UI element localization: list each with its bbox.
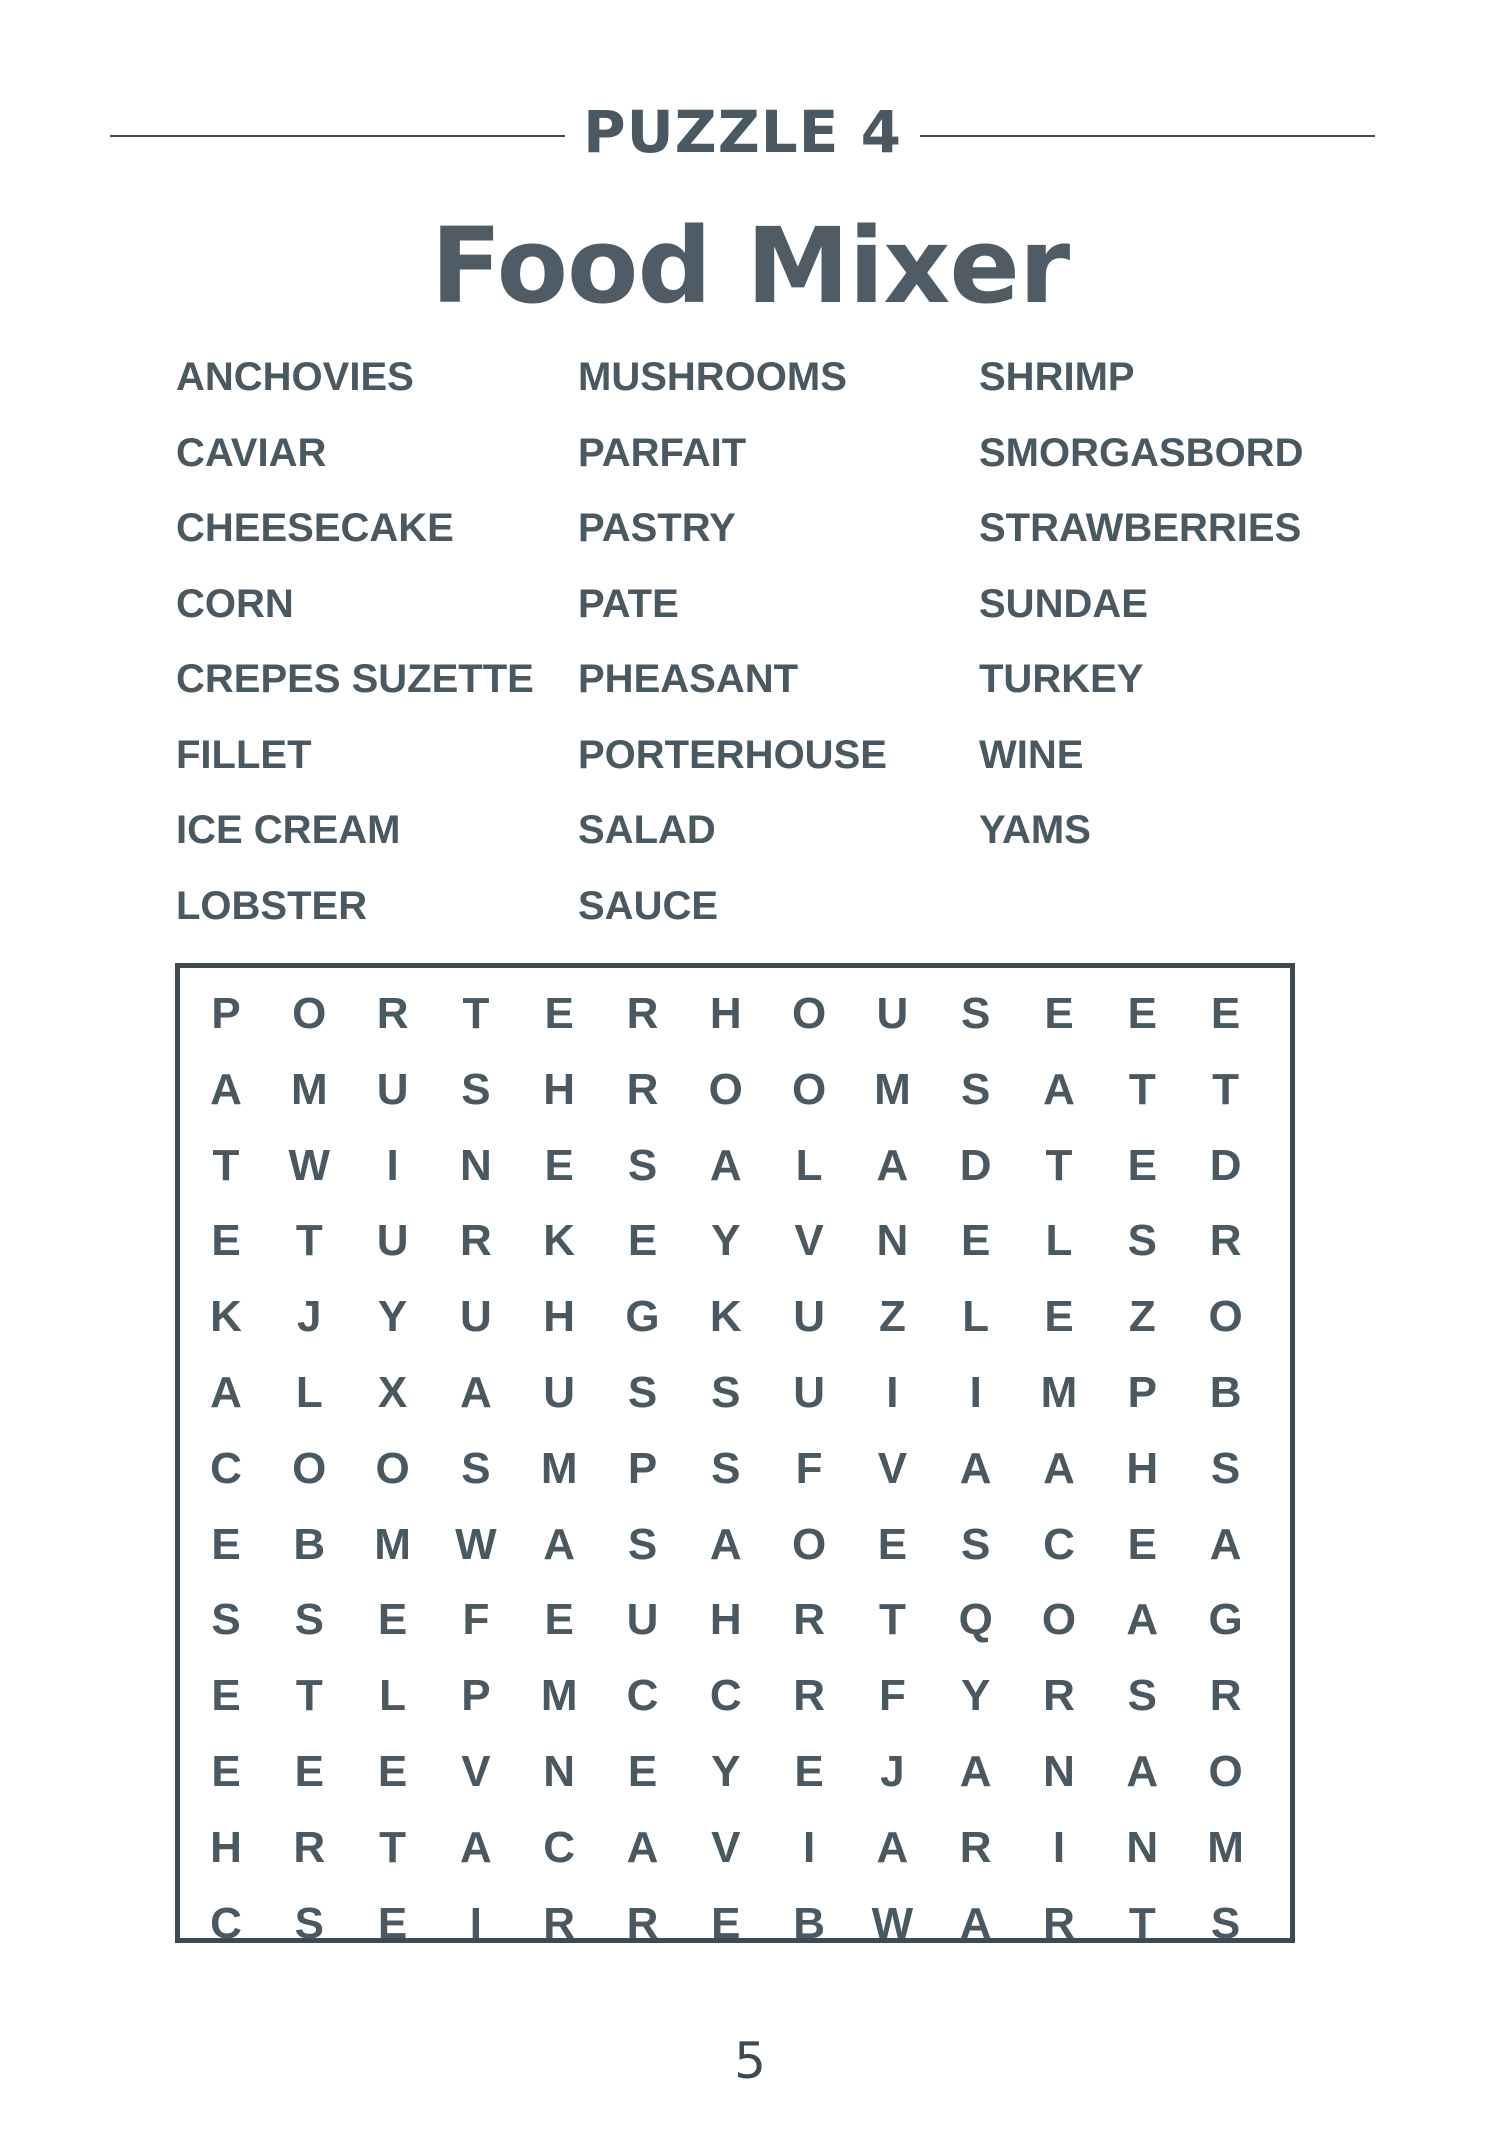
grid-cell[interactable]: J	[880, 1747, 905, 1796]
grid-cell[interactable]: W	[871, 1898, 914, 1948]
grid-cell[interactable]: N	[1126, 1822, 1159, 1872]
header-rule-right	[920, 135, 1375, 137]
grid-cell[interactable]: E	[377, 1898, 408, 1948]
grid-cell[interactable]: U	[876, 989, 909, 1038]
grid-cell[interactable]: N	[543, 1747, 576, 1796]
word-list-item: PARFAIT	[578, 430, 747, 475]
grid-cell[interactable]: B	[1209, 1368, 1242, 1417]
page-title: Food Mixer	[430, 205, 1070, 327]
grid-cell[interactable]: E	[544, 1595, 574, 1645]
grid-cell[interactable]: M	[540, 1443, 578, 1493]
word-list-item: YAMS	[979, 808, 1091, 852]
grid-cell[interactable]: S	[1210, 1898, 1241, 1948]
grid-cell[interactable]: S	[961, 989, 991, 1038]
grid-cell[interactable]: X	[377, 1368, 408, 1417]
grid-cell[interactable]: B	[793, 1898, 825, 1948]
grid-cell[interactable]: U	[376, 1216, 409, 1266]
grid-cell[interactable]: V	[461, 1747, 491, 1796]
grid-cell[interactable]: U	[460, 1292, 492, 1342]
grid-cell[interactable]: U	[543, 1368, 576, 1417]
grid-cell[interactable]: R	[1043, 1898, 1075, 1948]
word-list-column-3	[979, 352, 1303, 881]
word-list-column-2	[578, 352, 887, 956]
grid-cell[interactable]: T	[1128, 1898, 1156, 1948]
grid-cell[interactable]: D	[959, 1140, 992, 1190]
word-list-item: PATE	[578, 581, 679, 626]
grid-cell[interactable]: O	[1208, 1292, 1243, 1342]
grid-cell[interactable]: M	[290, 1064, 328, 1114]
grid-cell[interactable]: C	[210, 1898, 242, 1948]
word-list-item: PASTRY	[578, 506, 736, 550]
grid-cell[interactable]: L	[295, 1368, 323, 1417]
grid-cell[interactable]: O	[292, 989, 327, 1038]
grid-cell[interactable]: E	[377, 1747, 408, 1796]
word-list-item: SUNDAE	[979, 581, 1148, 626]
grid-cell[interactable]: S	[211, 1595, 241, 1645]
grid-cell[interactable]: S	[294, 1898, 324, 1948]
grid-cell[interactable]: A	[1126, 1595, 1159, 1645]
grid-cell[interactable]: U	[793, 1368, 825, 1417]
grid-cell[interactable]: E	[544, 1140, 574, 1190]
grid-cell[interactable]: E	[211, 1747, 241, 1796]
grid-cell[interactable]: A	[709, 1140, 742, 1190]
grid-cell[interactable]: P	[627, 1443, 658, 1493]
grid-cell[interactable]: S	[1127, 1216, 1157, 1266]
grid-cell[interactable]: M	[1207, 1822, 1244, 1872]
grid-cell[interactable]: C	[1043, 1519, 1075, 1569]
grid-cell[interactable]: V	[794, 1216, 824, 1266]
grid-cell[interactable]: R	[460, 1216, 492, 1266]
grid-cell[interactable]: W	[288, 1140, 331, 1190]
grid-cell[interactable]: M	[1040, 1368, 1078, 1417]
grid-cell[interactable]: E	[377, 1595, 408, 1645]
grid-cell[interactable]: A	[709, 1519, 742, 1569]
grid-cell[interactable]: N	[876, 1216, 909, 1266]
grid-cell[interactable]: S	[627, 1368, 658, 1417]
word-list-item: CORN	[176, 581, 294, 626]
grid-cell[interactable]: U	[376, 1064, 409, 1114]
grid-cell[interactable]: S	[627, 1519, 658, 1569]
grid-cell[interactable]: A	[1209, 1519, 1242, 1569]
grid-cell[interactable]: O	[708, 1064, 743, 1114]
grid-cell[interactable]: O	[1208, 1747, 1243, 1796]
grid-cell[interactable]: A	[959, 1898, 992, 1948]
grid-cell[interactable]: Y	[711, 1747, 741, 1796]
grid-cell[interactable]: E	[1210, 989, 1241, 1038]
grid-cell[interactable]: H	[210, 1822, 242, 1872]
grid-cell[interactable]: R	[793, 1671, 825, 1721]
grid-cell[interactable]: E	[1127, 1140, 1157, 1190]
word-list-item: SHRIMP	[979, 355, 1135, 399]
grid-cell[interactable]: H	[543, 1292, 576, 1342]
grid-cell[interactable]: K	[543, 1216, 576, 1266]
grid-cell[interactable]: A	[460, 1822, 492, 1872]
grid-cell[interactable]: R	[959, 1822, 992, 1872]
grid-cell[interactable]: S	[1127, 1671, 1157, 1721]
grid-cell[interactable]: N	[460, 1140, 492, 1190]
grid-cell[interactable]: A	[959, 1747, 992, 1796]
grid-cell[interactable]: T	[878, 1595, 906, 1645]
grid-cell[interactable]: T	[1212, 1064, 1240, 1114]
word-search-grid	[175, 963, 1295, 1948]
grid-cell[interactable]: S	[627, 1140, 658, 1190]
grid-cell[interactable]: O	[791, 1519, 827, 1569]
grid-cell[interactable]: Z	[878, 1292, 906, 1342]
grid-cell[interactable]: J	[297, 1292, 322, 1342]
grid-cell[interactable]: A	[1043, 1064, 1075, 1114]
grid-cell[interactable]: R	[626, 1898, 659, 1948]
grid-cell[interactable]: V	[711, 1822, 741, 1872]
word-list-item: ANCHOVIES	[176, 355, 414, 399]
grid-cell[interactable]: A	[543, 1519, 576, 1569]
puzzle-label: PUZZLE 4	[583, 98, 902, 166]
grid-cell[interactable]: E	[1127, 1519, 1157, 1569]
grid-cell[interactable]: Y	[377, 1292, 408, 1342]
grid-cell[interactable]: A	[876, 1822, 909, 1872]
grid-cell[interactable]: E	[627, 1747, 658, 1796]
grid-cell[interactable]: E	[211, 1671, 241, 1721]
grid-cell[interactable]: R	[376, 989, 409, 1038]
grid-cell[interactable]: S	[461, 1443, 491, 1493]
grid-cell[interactable]: F	[795, 1443, 823, 1493]
grid-cell[interactable]: O	[375, 1443, 410, 1493]
word-list-item: FILLET	[176, 732, 312, 777]
grid-cell[interactable]: W	[455, 1519, 497, 1569]
word-list-item: CREPES SUZETTE	[176, 657, 534, 701]
grid-cell[interactable]: P	[461, 1671, 491, 1721]
grid-cell[interactable]: S	[711, 1443, 741, 1493]
grid-cell[interactable]: S	[294, 1595, 324, 1645]
grid-cell[interactable]: T	[379, 1822, 407, 1872]
grid-cell[interactable]: E	[627, 1216, 658, 1266]
grid-cell[interactable]: O	[292, 1443, 327, 1493]
grid-cell[interactable]: H	[543, 1064, 576, 1114]
grid-cell[interactable]: F	[878, 1671, 906, 1721]
grid-cell[interactable]: H	[709, 1595, 742, 1645]
grid-cell[interactable]: I	[469, 1898, 482, 1948]
grid-cell[interactable]: T	[295, 1671, 323, 1721]
grid-cell[interactable]: A	[959, 1443, 992, 1493]
grid-cell[interactable]: E	[794, 1747, 824, 1796]
grid-cell[interactable]: A	[210, 1064, 242, 1114]
grid-cell[interactable]: T	[1128, 1064, 1156, 1114]
grid-cell[interactable]: I	[969, 1368, 982, 1417]
grid-cell[interactable]: E	[294, 1747, 324, 1796]
grid-cell[interactable]: R	[626, 1064, 659, 1114]
grid-cell[interactable]: C	[626, 1671, 659, 1721]
word-list-item: PHEASANT	[578, 657, 799, 701]
grid-cell[interactable]: A	[1043, 1443, 1075, 1493]
grid-cell[interactable]: S	[961, 1519, 991, 1569]
grid-cell[interactable]: O	[791, 989, 827, 1038]
word-list-item: ICE CREAM	[176, 808, 401, 852]
page-number: 5	[734, 2032, 766, 2090]
grid-cell[interactable]: E	[711, 1898, 741, 1948]
grid-cell[interactable]: N	[1043, 1747, 1075, 1796]
word-list-column-1	[176, 352, 534, 956]
grid-cell[interactable]: T	[462, 989, 490, 1038]
grid-cell[interactable]: T	[295, 1216, 323, 1266]
word-list-item: SMORGASBORD	[979, 430, 1304, 475]
grid-cell[interactable]: V	[877, 1443, 908, 1493]
grid-cell[interactable]: E	[211, 1519, 241, 1569]
grid-cell[interactable]: Q	[958, 1595, 993, 1645]
grid-cell[interactable]: D	[1209, 1140, 1242, 1190]
word-list-item: WINE	[979, 732, 1084, 777]
grid-cell[interactable]: A	[626, 1822, 659, 1872]
grid-cell[interactable]: G	[1208, 1595, 1243, 1645]
grid-cell[interactable]: T	[1045, 1140, 1073, 1190]
grid-cell[interactable]: S	[711, 1368, 741, 1417]
grid-cell[interactable]: P	[211, 989, 241, 1038]
grid-cell[interactable]: K	[709, 1292, 742, 1342]
grid-cell[interactable]: E	[1044, 989, 1074, 1038]
header-rule-left	[110, 135, 565, 137]
grid-cell[interactable]: A	[1126, 1747, 1159, 1796]
word-list-item: CHEESECAKE	[176, 506, 454, 550]
grid-cell[interactable]: M	[374, 1519, 411, 1569]
grid-cell[interactable]: C	[709, 1671, 742, 1721]
grid-cell[interactable]: S	[461, 1064, 491, 1114]
grid-cell[interactable]: M	[540, 1671, 578, 1721]
word-list-item: PORTERHOUSE	[578, 732, 887, 777]
grid-cell[interactable]: R	[626, 989, 659, 1038]
grid-cell[interactable]: E	[211, 1216, 241, 1266]
grid-cell[interactable]: H	[709, 989, 742, 1038]
grid-cell[interactable]: E	[1127, 989, 1157, 1038]
grid-cell[interactable]: U	[793, 1292, 825, 1342]
grid-cell[interactable]: I	[886, 1368, 899, 1417]
grid-cell[interactable]: G	[625, 1292, 660, 1342]
grid-cell[interactable]: S	[1210, 1443, 1241, 1493]
grid-cell[interactable]: L	[795, 1140, 823, 1190]
grid-cell[interactable]: R	[293, 1822, 326, 1872]
grid-cell[interactable]: Y	[711, 1216, 741, 1266]
grid-cell[interactable]: E	[544, 989, 574, 1038]
grid-cell[interactable]: A	[876, 1140, 909, 1190]
grid-cell[interactable]: C	[543, 1822, 576, 1872]
grid-cell[interactable]: P	[1127, 1368, 1157, 1417]
grid-cell[interactable]: A	[210, 1368, 242, 1417]
grid-cell[interactable]: R	[793, 1595, 825, 1645]
grid-cell[interactable]: L	[1045, 1216, 1073, 1266]
grid-cell[interactable]: E	[961, 1216, 991, 1266]
word-list-item: SAUCE	[578, 883, 719, 928]
grid-cell[interactable]: O	[1041, 1595, 1077, 1645]
grid-cell[interactable]: S	[961, 1064, 991, 1114]
grid-cell[interactable]: O	[791, 1064, 827, 1114]
grid-cell[interactable]: Z	[1128, 1292, 1156, 1342]
grid-cell[interactable]: R	[1043, 1671, 1075, 1721]
grid-cell[interactable]: H	[1126, 1443, 1159, 1493]
grid-cell[interactable]: T	[212, 1140, 240, 1190]
grid-cell[interactable]: C	[210, 1443, 242, 1493]
word-list-item: SALAD	[578, 808, 716, 852]
word-list-item: MUSHROOMS	[578, 355, 847, 399]
grid-cell[interactable]: B	[293, 1519, 326, 1569]
grid-cell[interactable]: A	[460, 1368, 492, 1417]
grid-cell[interactable]: I	[802, 1822, 816, 1872]
grid-cell[interactable]: R	[543, 1898, 576, 1948]
grid-cell[interactable]: K	[210, 1292, 242, 1342]
grid-cell[interactable]: R	[1209, 1671, 1242, 1721]
grid-cell[interactable]: L	[379, 1671, 407, 1721]
grid-cell[interactable]: Y	[961, 1671, 991, 1721]
grid-cell[interactable]: L	[962, 1292, 990, 1342]
word-list-item: STRAWBERRIES	[979, 506, 1302, 550]
grid-cell[interactable]: I	[1052, 1822, 1066, 1872]
grid-cell[interactable]: E	[877, 1519, 908, 1569]
word-list-item: TURKEY	[979, 657, 1144, 701]
word-list-item: CAVIAR	[176, 430, 327, 475]
grid-cell[interactable]: E	[1044, 1292, 1074, 1342]
grid-cell[interactable]: R	[1209, 1216, 1242, 1266]
grid-cell[interactable]: M	[874, 1064, 911, 1114]
grid-cell[interactable]: F	[462, 1595, 490, 1645]
grid-cell[interactable]: I	[386, 1140, 399, 1190]
grid-cell[interactable]: U	[626, 1595, 659, 1645]
word-list-item: LOBSTER	[176, 883, 368, 928]
